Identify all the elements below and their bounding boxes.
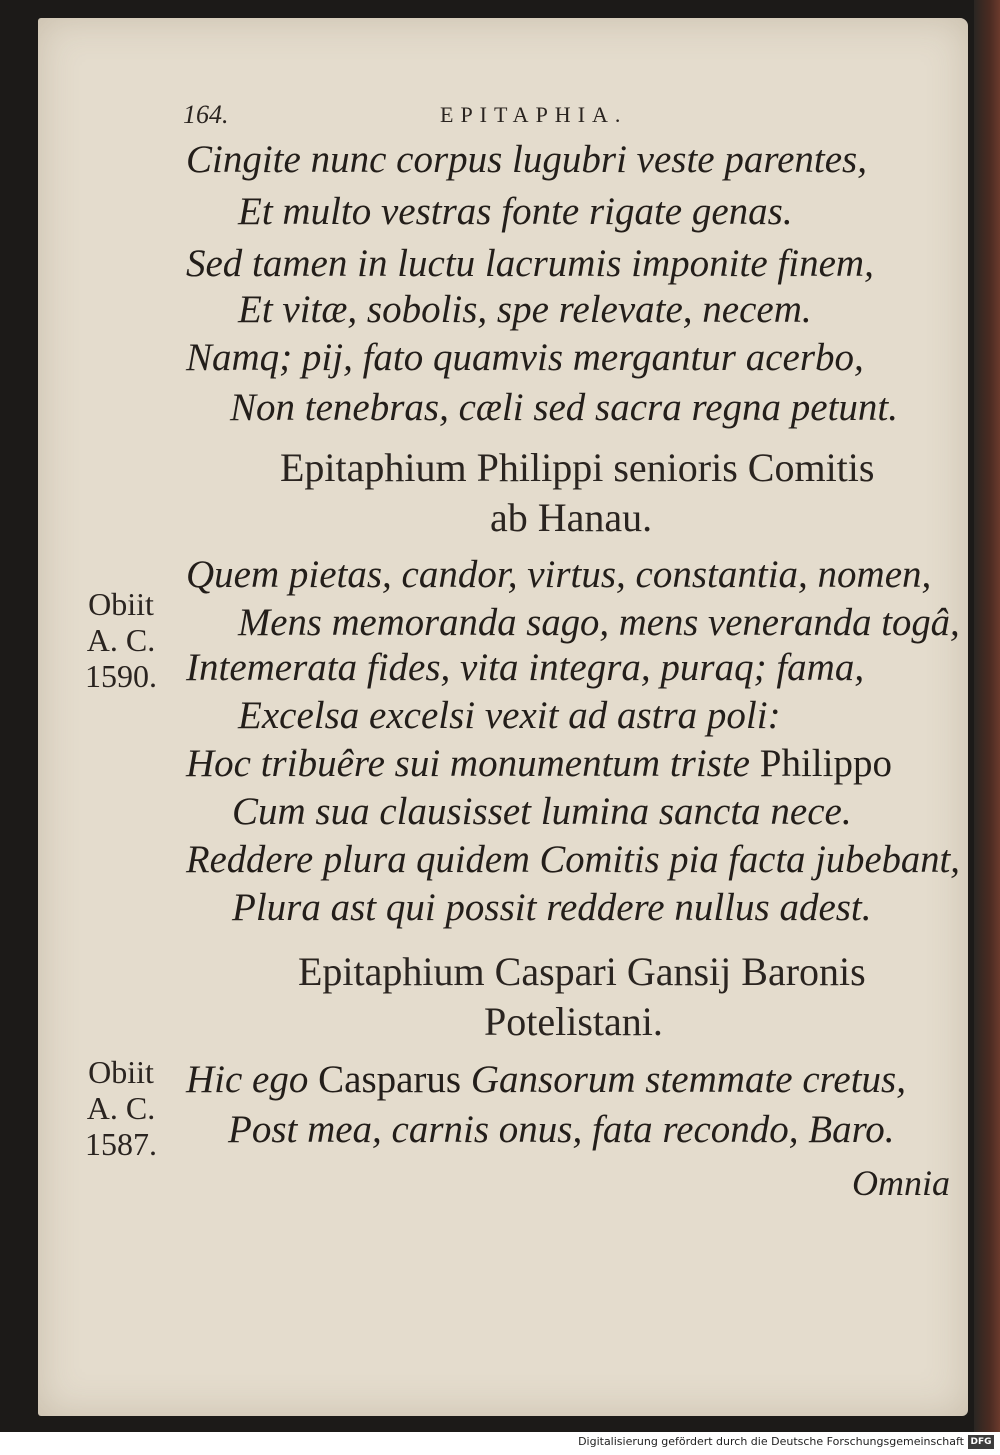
margin-note-line: 1590.: [85, 658, 157, 694]
verse-line: [186, 1060, 906, 1099]
margin-note-line: A. C.: [86, 622, 156, 658]
verse-line: Et multo vestras fonte rigate genas.: [238, 190, 793, 233]
running-title: EPITAPHIA.: [440, 102, 628, 127]
verse-line: Cingite nunc corpus lugubri veste parentes,: [186, 138, 867, 181]
margin-note-line: 1587.: [85, 1126, 157, 1162]
page-number: 164.: [183, 100, 229, 129]
verse-line: Quem pietas, candor, virtus, constantia, nomen,: [186, 553, 932, 596]
section-heading-continued: ab Hanau.: [490, 495, 653, 540]
verse-line: Et vitæ, sobolis, spe relevate, necem.: [238, 288, 812, 331]
margin-note-line: Obiit: [88, 586, 154, 622]
verse-line: Mens memoranda sago, mens veneranda togâ,: [238, 601, 960, 644]
running-head: [0, 100, 1000, 130]
margin-note-line: A. C.: [86, 1090, 156, 1126]
verse-line: Sed tamen in luctu lacrumis imponite finem,: [186, 242, 874, 285]
verse-line: [186, 744, 892, 783]
verse-line: Namq; pij, fato quamvis mergantur acerbo,: [186, 336, 864, 379]
catchword: Omnia: [852, 1163, 950, 1203]
verse-line: Non tenebras, cæli sed sacra regna petunt.: [230, 386, 898, 429]
margin-note-obiit: [66, 1054, 176, 1162]
verse-line: Reddere plura quidem Comitis pia facta jubebant,: [186, 838, 960, 881]
verse-fragment: Hic ego: [186, 1058, 309, 1101]
verse-line: Excelsa excelsi vexit ad astra poli:: [238, 694, 781, 737]
verse-line: Plura ast qui possit reddere nullus adest.: [232, 886, 872, 929]
verse-fragment: Hoc tribuêre sui monumentum triste: [186, 742, 750, 785]
margin-note-obiit: [66, 586, 176, 694]
section-heading: Epitaphium Philippi senioris Comitis: [280, 445, 875, 490]
verse-line: Intemerata fides, vita integra, puraq; fama,: [186, 646, 865, 689]
verse-name: Casparus: [318, 1058, 462, 1101]
verse-line: Cum sua clausisset lumina sancta nece.: [232, 790, 852, 833]
verse-fragment: Gansorum stemmate cretus,: [470, 1058, 906, 1101]
section-heading-continued: Potelistani.: [484, 999, 663, 1044]
dfg-logo: DFG: [968, 1435, 994, 1449]
margin-note-line: Obiit: [88, 1054, 154, 1090]
footer-bar: [0, 1432, 1000, 1455]
funding-credit: Digitalisierung gefördert durch die Deutsche Forschungsgemeinschaft: [578, 1435, 964, 1448]
verse-line: Post mea, carnis onus, fata recondo, Baro.: [228, 1108, 895, 1151]
book-edge: [974, 0, 1000, 1432]
verse-name: Philippo: [759, 742, 892, 785]
section-heading: Epitaphium Caspari Gansij Baronis: [298, 949, 866, 994]
